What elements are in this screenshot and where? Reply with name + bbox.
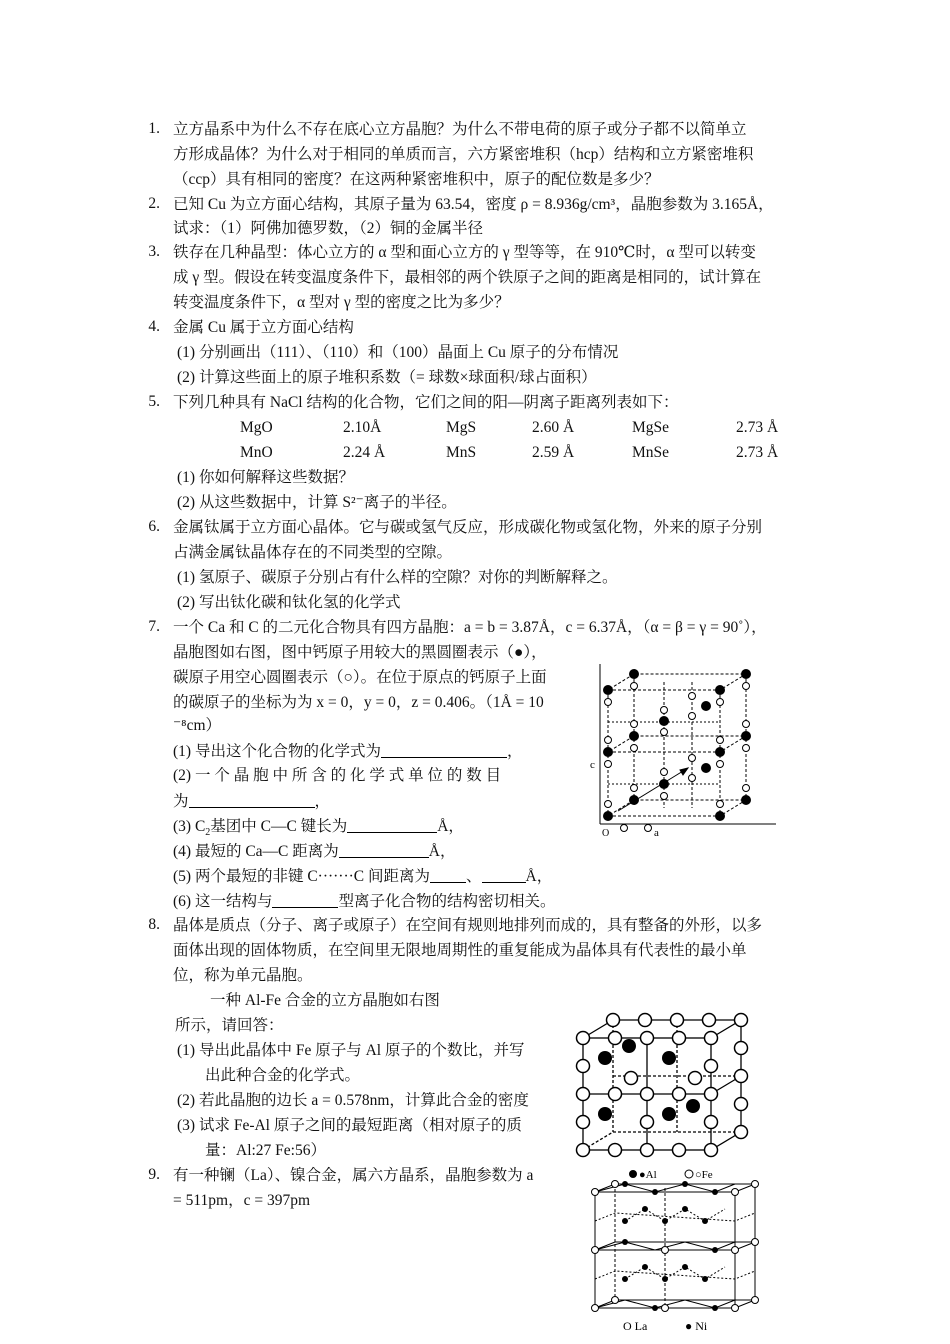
cac2-unit-cell-figure xyxy=(588,656,783,838)
figure-legend-bottom xyxy=(623,1319,708,1333)
q2-line2: 试求：（1）阿佛加德罗数，（2）铜的金属半径 xyxy=(173,220,484,237)
answer-blank[interactable] xyxy=(430,866,466,883)
q7-line3: 碳原子用空心圆圈表示（○）。在位于原点的钙原子上面 xyxy=(173,669,547,686)
q7-line2: 晶胞图如右图，图中钙原子用较大的黑圆圈表示（●）， xyxy=(173,644,547,661)
q6-line1: 金属钛属于立方面心晶体。它与碳或氢气反应，形成碳化物或氢化物，外来的原子分别 xyxy=(173,519,763,536)
q5-line1: 下列几种具有 NaCl 结构的化合物，它们之间的阳—阴离子距离列表如下： xyxy=(173,394,679,411)
q3-number: 3. xyxy=(148,243,160,260)
q9-number: 9. xyxy=(148,1166,160,1183)
table-cell: MnSe xyxy=(632,444,670,461)
q6-sub2: (2) 写出钛化碳和钛化氢的化学式 xyxy=(177,594,401,611)
q7-sub2: (2) 一 个 晶 胞 中 所 含 的 化 学 式 单 位 的 数 目 xyxy=(173,767,502,784)
answer-blank[interactable] xyxy=(339,841,429,858)
table-cell: 2.10Å xyxy=(343,419,382,436)
q7-sub3-end: Å， xyxy=(437,818,464,835)
q2-line1: 已知 Cu 为立方面心结构，其原子量为 63.54，密度 ρ = 8.936g/cm³，晶胞参数为 3.165Å， xyxy=(173,196,774,213)
answer-blank[interactable] xyxy=(381,741,507,758)
q8-number: 8. xyxy=(148,916,160,933)
q8-line1: 晶体是质点（分子、离子或原子）在空间有规则地排列而成的，具有整备的外形，以多 xyxy=(173,917,763,934)
q2-number: 2. xyxy=(148,195,160,212)
q7-sub1 xyxy=(173,741,522,762)
q7-sub3 xyxy=(173,816,464,843)
q6-number: 6. xyxy=(148,518,160,535)
q7-sub4 xyxy=(173,841,455,862)
q7-line1: 一个 Ca 和 C 的二元化合物具有四方晶胞：a = b = 3.87Å，c = 6.37Å，（α = β = γ = 90˚）， xyxy=(173,619,767,636)
q1-number: 1. xyxy=(148,120,160,137)
q7-sub2-b: 为 xyxy=(173,793,189,810)
carbon-atoms xyxy=(605,683,750,832)
q8-sub1-cont: 出此种合金的化学式。 xyxy=(205,1067,361,1084)
q7-sub3-b: 基团中 C—C 键长为 xyxy=(210,818,348,835)
q7-sub6 xyxy=(173,891,555,912)
q8-line4: 一种 Al-Fe 合金的立方晶胞如右图 xyxy=(210,992,440,1009)
q7-sub3-subscript: 2 xyxy=(205,827,211,839)
table-cell: 2.24 Å xyxy=(343,444,386,461)
q7-sub3-a: (3) C xyxy=(173,818,206,835)
q7-sub2-cont xyxy=(173,791,330,812)
table-cell: MgSe xyxy=(632,419,670,436)
legend-fe: ○Fe xyxy=(695,1169,713,1181)
fe-atoms xyxy=(577,1014,748,1157)
q3-line3: 转变温度条件下，α 型对 γ 型的密度之比为多少？ xyxy=(173,294,510,311)
q6-line2: 占满金属钛晶体存在的不同类型的空隙。 xyxy=(173,544,453,561)
q8-line3: 位，称为单元晶胞。 xyxy=(173,967,313,984)
q4-sub2: (2) 计算这些面上的原子堆积系数（= 球数×球面积/球占面积） xyxy=(177,369,597,386)
q3-line2: 成 γ 型。假设在转变温度条件下，最相邻的两个铁原子之间的距离是相同的，试计算在 xyxy=(173,269,762,286)
q9-line1: 有一种镧（La）、镍合金，属六方晶系，晶胞参数为 a xyxy=(173,1167,534,1184)
la-ni-unit-cell-figure xyxy=(585,1164,770,1336)
legend-al: ●Al xyxy=(639,1169,657,1181)
q1-line2: 方形成晶体？为什么对于相同的单质而言，六方紧密堆积（hcp）结构和立方紧密堆积 xyxy=(173,146,754,163)
q8-line2: 面体出现的固体物质，在空间里无限地周期性的重复能成为晶体具有代表性的最小单 xyxy=(173,942,747,959)
q7-sub4-text: (4) 最短的 Ca—C 距离为 xyxy=(173,843,339,860)
answer-blank[interactable] xyxy=(482,866,526,883)
legend-ni: ● Ni xyxy=(685,1319,708,1333)
q5-sub2: (2) 从这些数据中，计算 S²⁻离子的半径。 xyxy=(177,494,457,511)
table-cell: 2.73 Å xyxy=(736,419,779,436)
q8-sub2: (2) 若此晶胞的边长 a = 0.578nm，计算此合金的密度 xyxy=(177,1092,529,1109)
q7-sub5-text: (5) 两个最短的非键 C·······C 间距离为 xyxy=(173,868,431,885)
q8-line5: 所示，请回答： xyxy=(175,1017,284,1034)
q4-sub1: (1) 分别画出（111）、（110）和（100）晶面上 Cu 原子的分布情况 xyxy=(177,344,619,361)
table-cell: MgS xyxy=(446,419,477,436)
q6-sub1: (1) 氢原子、碳原子分别占有什么样的空隙？对你的判断解释之。 xyxy=(177,569,618,586)
q5-sub1: (1) 你如何解释这些数据？ xyxy=(177,469,354,486)
q7-line5: ⁻⁸cm） xyxy=(173,717,222,734)
q7-sub1-text: (1) 导出这个化合物的化学式为 xyxy=(173,743,381,760)
table-cell: 2.73 Å xyxy=(736,444,779,461)
q7-number: 7. xyxy=(148,618,160,635)
q3-line1: 铁存在几种晶型：体心立方的 α 型和面心立方的 γ 型等等，在 910℃时，α 型可以转变 xyxy=(173,244,756,261)
axis-label-a: a xyxy=(654,827,659,838)
legend-la: O La xyxy=(623,1319,648,1333)
answer-blank[interactable] xyxy=(272,891,338,908)
la-atoms xyxy=(592,1181,759,1312)
q7-sub5 xyxy=(173,866,552,887)
axis-label-c: c xyxy=(590,759,595,771)
table-cell: MgO xyxy=(240,419,273,436)
q5-number: 5. xyxy=(148,393,160,410)
q7-sub4-end: Å， xyxy=(428,843,456,860)
q7-sub2-end: ， xyxy=(314,793,331,810)
q7-line4: 的碳原子的坐标为为 x = 0，y = 0，z = 0.406。（1Å = 10 xyxy=(173,694,544,711)
q7-sub1-end: ， xyxy=(506,743,523,760)
figure-legend-top xyxy=(629,1169,713,1181)
q7-sub5-mid: 、 xyxy=(466,868,482,885)
table-cell: MnS xyxy=(446,444,477,461)
q8-sub1: (1) 导出此晶体中 Fe 原子与 Al 原子的个数比，并写 xyxy=(177,1042,525,1059)
table-cell: 2.60 Å xyxy=(532,419,575,436)
table-cell: MnO xyxy=(240,444,273,461)
q4-line1: 金属 Cu 属于立方面心结构 xyxy=(173,319,354,336)
q7-sub6-end: 型离子化合物的结构密切相关。 xyxy=(338,893,556,910)
q1-line1: 立方晶系中为什么不存在底心立方晶胞？为什么不带电荷的原子或分子都不以简单立 xyxy=(173,121,747,138)
table-cell: 2.59 Å xyxy=(532,444,575,461)
calcium-atoms xyxy=(603,669,751,821)
q7-sub5-end: Å， xyxy=(525,868,553,885)
q9-line2: = 511pm，c = 397pm xyxy=(173,1192,311,1209)
al-fe-unit-cell-figure xyxy=(573,1010,758,1160)
q4-number: 4. xyxy=(148,318,160,335)
q7-sub6-text: (6) 这一结构与 xyxy=(173,893,273,910)
axis-label-origin: O xyxy=(602,828,610,838)
q1-line3: （ccp）具有相同的密度？在这两种紧密堆积中，原子的配位数是多少？ xyxy=(173,171,660,188)
answer-blank[interactable] xyxy=(347,816,437,833)
q8-sub3-cont: 量：Al:27 Fe:56） xyxy=(205,1142,326,1159)
answer-blank[interactable] xyxy=(189,791,315,808)
q8-sub3: (3) 试求 Fe-Al 原子之间的最短距离（相对原子的质 xyxy=(177,1117,522,1134)
